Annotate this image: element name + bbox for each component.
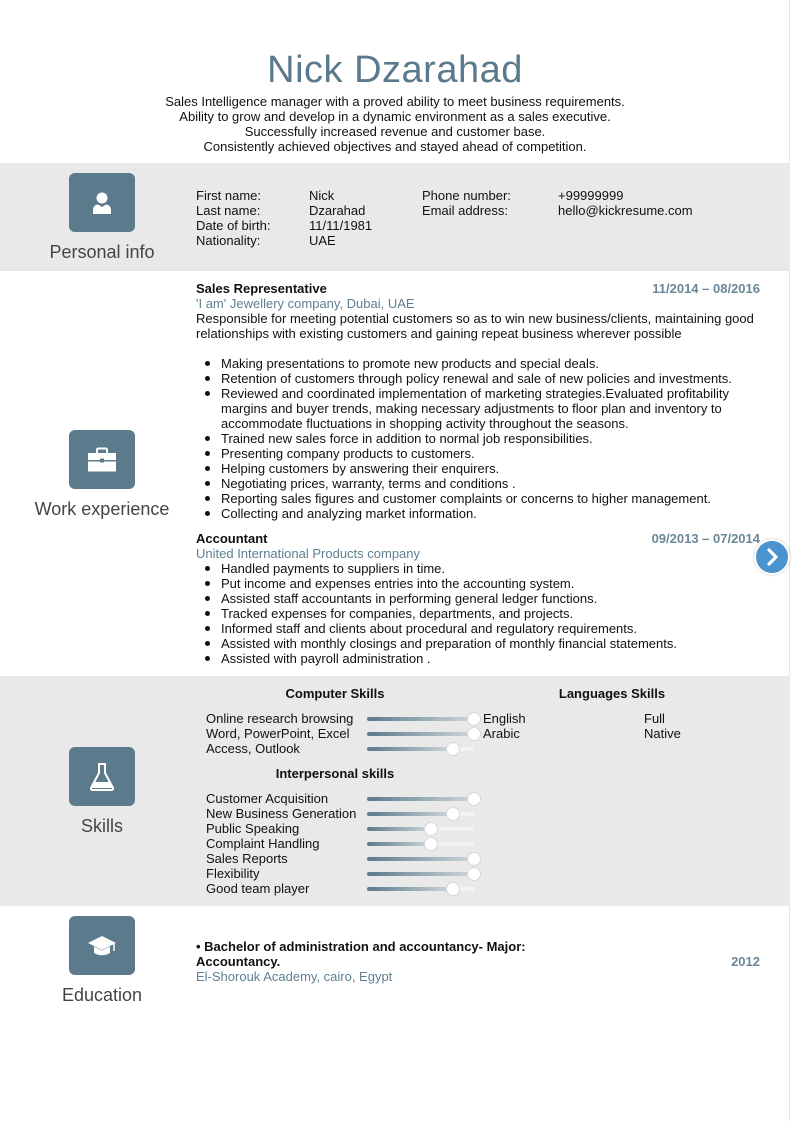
next-page-button[interactable] — [754, 539, 790, 575]
phone-label: Phone number: — [422, 188, 511, 203]
skill-level-fill — [367, 747, 453, 751]
list-item: Handled payments to suppliers in time. — [221, 561, 766, 576]
skill-name: Sales Reports — [206, 851, 288, 866]
last-name-label: Last name: — [196, 203, 261, 218]
nationality-label: Nationality: — [196, 233, 261, 248]
summary-line: Consistently achieved objectives and stayed ahead of competition. — [203, 139, 587, 154]
job-dates: 11/2014 – 08/2016 — [652, 281, 760, 296]
skill-level-fill — [367, 857, 474, 861]
job-bullets — [221, 356, 766, 521]
skill-level-fill — [367, 717, 474, 721]
briefcase-icon — [69, 430, 135, 489]
skill-level-knob — [467, 792, 481, 806]
skill-row — [206, 851, 486, 866]
summary — [0, 94, 790, 154]
list-item: Informed staff and clients about procedural and regulatory requirements. — [221, 621, 766, 636]
graduation-year: 2012 — [731, 954, 760, 969]
flask-icon — [69, 747, 135, 806]
list-item: Collecting and analyzing market information. — [221, 506, 766, 521]
skill-level-knob — [446, 807, 460, 821]
skill-level-knob — [467, 852, 481, 866]
language-level: Full — [644, 711, 665, 726]
list-item: Put income and expenses entries into the accounting system. — [221, 576, 766, 591]
skill-level-track — [367, 732, 474, 736]
section-title-personal-info: Personal info — [49, 242, 155, 262]
skill-row — [206, 866, 486, 881]
skill-level-fill — [367, 732, 474, 736]
computer-skills-heading: Computer Skills — [285, 686, 385, 701]
interpersonal-skills-heading: Interpersonal skills — [275, 766, 395, 781]
skill-level-fill — [367, 842, 431, 846]
list-item: Helping customers by answering their enquirers. — [221, 461, 766, 476]
skill-level-track — [367, 812, 474, 816]
dob-label: Date of birth: — [196, 218, 271, 233]
list-item: Reviewed and coordinated implementation of marketing strategies.Evaluated profitability margins and buyer trends, making necessary adjustments to floor plan and inventory to accommodate fluctuations in shopping activity throughout the seasons. — [221, 386, 766, 431]
list-item: Negotiating prices, warranty, terms and conditions . — [221, 476, 766, 491]
skill-level-fill — [367, 812, 453, 816]
skill-level-track — [367, 747, 474, 751]
nationality-value: UAE — [309, 233, 336, 248]
skill-name: Public Speaking — [206, 821, 300, 836]
candidate-name: Nick Dzarahad — [267, 49, 523, 91]
dob-value: 11/11/1981 — [309, 218, 373, 233]
skill-row — [206, 711, 486, 726]
section-title-education: Education — [61, 985, 143, 1005]
section-title-work-experience: Work experience — [34, 499, 170, 519]
skill-row — [206, 806, 486, 821]
skill-level-fill — [367, 887, 453, 891]
degree-title: • Bachelor of administration and accountancy- Major: Accountancy. — [196, 939, 526, 969]
skill-level-track — [367, 887, 474, 891]
list-item: Presenting company products to customers. — [221, 446, 766, 461]
skill-level-fill — [367, 827, 431, 831]
languages-skills-heading: Languages Skills — [558, 686, 666, 701]
language-name: Arabic — [483, 726, 520, 741]
list-item: Trained new sales force in addition to normal job responsibilities. — [221, 431, 766, 446]
job-company: United International Products company — [196, 546, 421, 561]
skill-name: Online research browsing — [206, 711, 354, 726]
language-level: Native — [644, 726, 681, 741]
skill-level-track — [367, 797, 474, 801]
graduation-cap-icon — [69, 916, 135, 975]
list-item: Reporting sales figures and customer complaints or concerns to higher management. — [221, 491, 766, 506]
skill-level-track — [367, 842, 474, 846]
first-name-label: First name: — [196, 188, 262, 203]
skill-level-track — [367, 872, 474, 876]
skill-level-track — [367, 827, 474, 831]
job-company: 'I am' Jewellery company, Dubai, UAE — [196, 296, 415, 311]
job-description: Responsible for meeting potential customers so as to win new business/clients, maintaining good relationships with existing customers and gaining repeat business wherever possible — [196, 311, 754, 341]
summary-line: Sales Intelligence manager with a proved ability to meet business requirements. — [165, 94, 625, 109]
skill-level-knob — [424, 822, 438, 836]
skill-row — [206, 741, 486, 756]
skill-name: Access, Outlook — [206, 741, 300, 756]
skill-name: Word, PowerPoint, Excel — [206, 726, 350, 741]
school-name: El-Shorouk Academy, cairo, Egypt — [196, 969, 393, 984]
user-icon — [69, 173, 135, 232]
skill-level-knob — [467, 712, 481, 726]
skill-row — [206, 881, 486, 896]
list-item: Making presentations to promote new products and special deals. — [221, 356, 766, 371]
skill-level-track — [367, 857, 474, 861]
job-dates: 09/2013 – 07/2014 — [651, 531, 760, 546]
skill-row — [206, 791, 486, 806]
phone-value: +99999999 — [558, 188, 624, 203]
skill-level-knob — [424, 837, 438, 851]
job-title: Accountant — [196, 531, 268, 546]
list-item: Assisted with payroll administration . — [221, 651, 766, 666]
skill-row — [206, 821, 486, 836]
skill-level-knob — [446, 882, 460, 896]
last-name-value: Dzarahad — [309, 203, 366, 218]
skill-level-track — [367, 717, 474, 721]
list-item: Assisted with monthly closings and preparation of monthly financial statements. — [221, 636, 766, 651]
list-item: Retention of customers through policy renewal and sale of new policies and investments. — [221, 371, 766, 386]
job-bullets — [221, 561, 766, 666]
email-label: Email address: — [422, 203, 508, 218]
first-name-value: Nick — [309, 188, 335, 203]
skill-level-knob — [467, 727, 481, 741]
summary-line: Successfully increased revenue and customer base. — [244, 124, 546, 139]
list-item: Assisted staff accountants in performing general ledger functions. — [221, 591, 766, 606]
list-item: Tracked expenses for companies, departments, and projects. — [221, 606, 766, 621]
skill-name: Customer Acquisition — [206, 791, 329, 806]
skill-name: Complaint Handling — [206, 836, 320, 851]
skill-name: New Business Generation — [206, 806, 357, 821]
skill-row — [206, 726, 486, 741]
email-value: hello@kickresume.com — [558, 203, 693, 218]
skill-name: Flexibility — [206, 866, 260, 881]
skill-name: Good team player — [206, 881, 310, 896]
summary-line: Ability to grow and develop in a dynamic environment as a sales executive. — [179, 109, 611, 124]
skill-level-knob — [467, 867, 481, 881]
skill-row — [206, 836, 486, 851]
job-title: Sales Representative — [196, 281, 327, 296]
chevron-right-icon — [761, 546, 783, 568]
skill-level-knob — [446, 742, 460, 756]
skill-level-fill — [367, 872, 474, 876]
language-name: English — [483, 711, 526, 726]
section-title-skills: Skills — [80, 816, 123, 836]
skill-level-fill — [367, 797, 474, 801]
